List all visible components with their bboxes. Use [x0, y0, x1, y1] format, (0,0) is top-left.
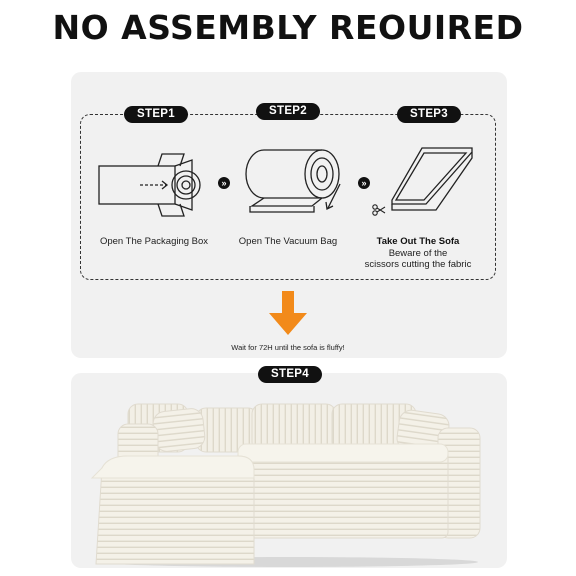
step1-label: Open The Packaging Box: [99, 236, 209, 247]
vacuum-roll-icon: [242, 146, 352, 218]
step2-label: Open The Vacuum Bag: [238, 236, 338, 247]
box-open-icon: [96, 148, 208, 218]
step3-note-line2: scissors cutting the fabric: [364, 259, 472, 270]
step4-badge: STEP4: [258, 366, 322, 383]
step1-badge: STEP1: [124, 106, 188, 123]
step3-badge: STEP3: [397, 106, 461, 123]
double-chevron-icon: »: [218, 177, 230, 189]
step3-note-line1: Beware of the: [388, 248, 448, 259]
page-headline: NO ASSEMBLY REOUIRED: [52, 8, 524, 47]
double-chevron-icon: »: [358, 177, 370, 189]
sofa-image: [88, 398, 488, 568]
down-arrow-icon: [267, 291, 309, 337]
step3-label: Take Out The Sofa: [376, 236, 460, 247]
scissors-icon: [372, 204, 386, 216]
step2-badge: STEP2: [256, 103, 320, 120]
wait-note: Wait for 72H until the sofa is fluffy!: [231, 343, 345, 352]
unfolded-sofa-icon: [384, 144, 476, 220]
